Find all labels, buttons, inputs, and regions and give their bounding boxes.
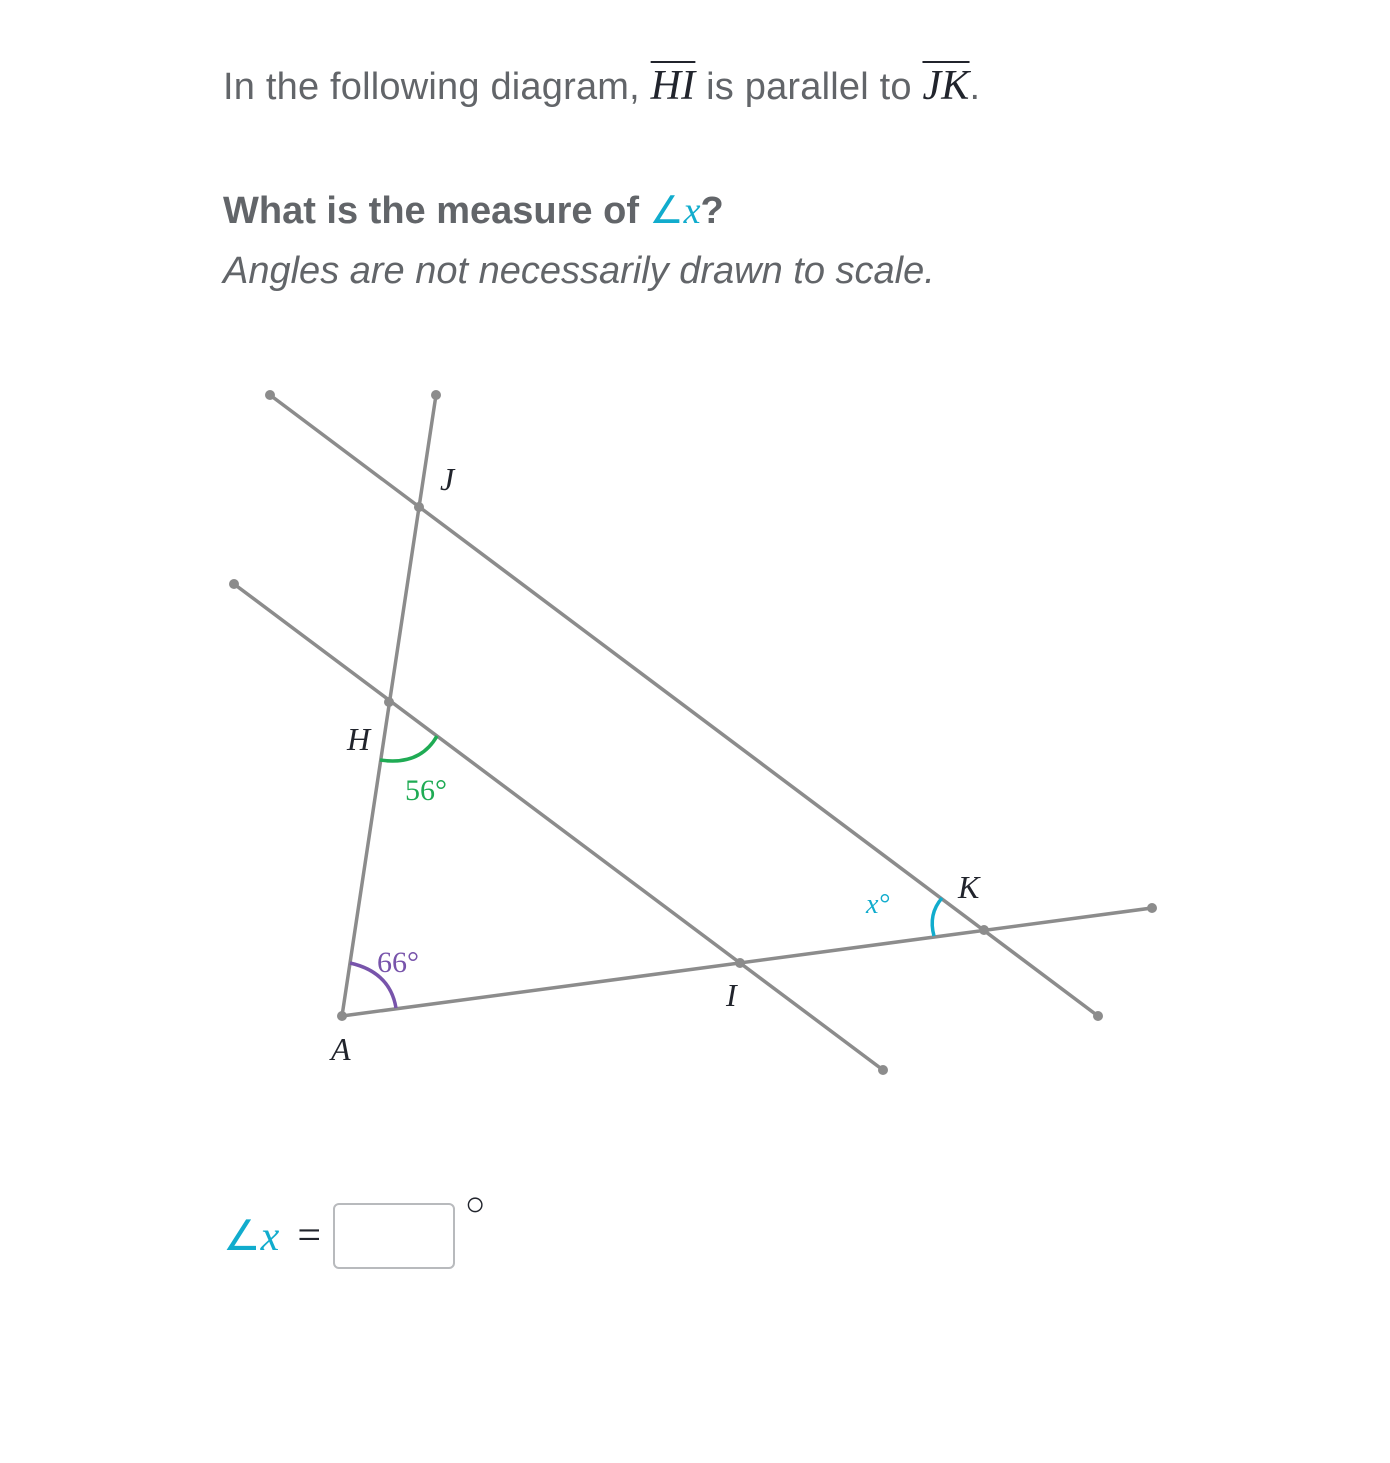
question-text-after: ? (700, 190, 724, 232)
point-i-dot (735, 958, 745, 968)
answer-input[interactable] (333, 1203, 455, 1269)
answer-angle-label (223, 1211, 279, 1261)
angle-variable: x (683, 190, 701, 232)
scale-note: Angles are not necessarily drawn to scale. (223, 250, 935, 292)
line-hi (234, 584, 883, 1070)
label-i: I (726, 977, 737, 1013)
intro-text-middle: is parallel to (695, 66, 923, 108)
equals-sign: = (297, 1213, 321, 1259)
endpoint-ak-right (1147, 903, 1157, 913)
label-a: A (331, 1031, 351, 1067)
point-h-dot (384, 697, 394, 707)
answer-angle-variable: x (260, 1214, 280, 1260)
segment-jk: $\overline{JK}$ (922, 63, 970, 109)
line-a-k (342, 908, 1152, 1016)
angle-label-x: x° (866, 889, 890, 920)
label-k: K (958, 869, 980, 905)
label-j: J (440, 461, 455, 497)
endpoint-hi-start (229, 579, 239, 589)
intro-text-before: In the following diagram, (223, 66, 651, 108)
intro-text-after: . (969, 66, 981, 108)
angle-arc-h (380, 736, 437, 761)
angle-label-66: 66° (377, 946, 419, 979)
degree-symbol: ○ (465, 1186, 486, 1223)
point-j-dot (414, 502, 424, 512)
segment-hi: $\overline{HI}$ (650, 63, 696, 109)
point-k-dot (979, 925, 989, 935)
answer-angle-symbol: ∠ (223, 1214, 261, 1260)
point-a-dot (337, 1011, 347, 1021)
label-h: H (347, 721, 371, 757)
endpoint-aj-top (431, 390, 441, 400)
endpoint-jk-start (265, 390, 275, 400)
question-text-before: What is the measure of (223, 190, 650, 232)
angle-symbol: ∠ (649, 190, 684, 232)
answer-row (223, 1186, 486, 1272)
endpoint-jk-end (1093, 1011, 1103, 1021)
endpoint-hi-end (878, 1065, 888, 1075)
angle-label-56: 56° (405, 774, 447, 807)
angle-arc-k (932, 898, 942, 936)
